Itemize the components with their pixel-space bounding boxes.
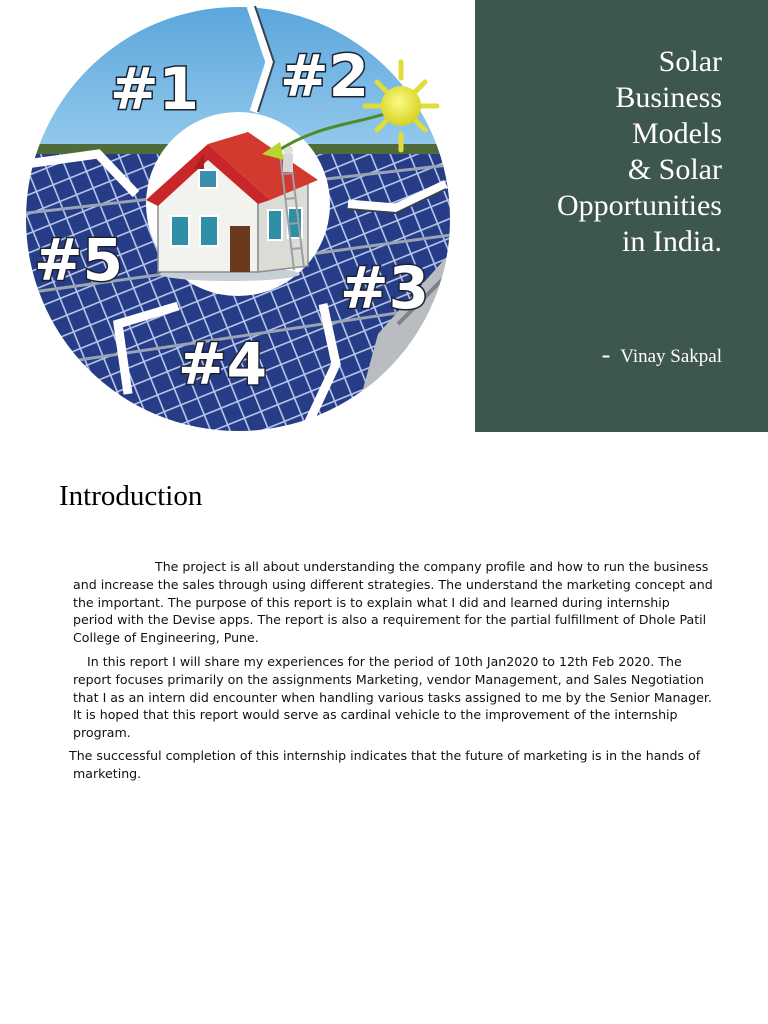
segment-label-5: #5 [34,226,123,294]
segment-label-1: #1 [110,55,199,123]
document-title [482,44,722,260]
title-line: & Solar [627,153,722,186]
intro-paragraph-2: In this report I will share my experiences for the period of 10th Jan2020 to 12th Feb 2020. The report focuses primarily on the assignments Marketing, vendor Management, and Sales Negotiation that I as an intern did encounter when handling various tasks assigned to me by the Senior Manager. It is hoped that this report would serve as cardinal vehicle to the improvement of the internship program. [73,654,712,741]
title-line: Business [615,81,722,114]
solar-house-illustration [18,4,458,434]
segment-label-2: #2 [280,42,369,110]
title-line: Solar [658,45,722,78]
segment-label-4: #4 [178,330,267,398]
introduction-heading: Introduction [59,480,203,512]
title-line: Models [632,117,722,150]
title-line: Opportunities [557,189,722,222]
segment-label-3: #3 [340,254,429,322]
author-line [602,340,722,370]
title-line: in India. [622,225,722,258]
title-panel [475,0,768,432]
author-dash: - [601,340,611,369]
intro-paragraph-3: The successful completion of this internship indicates that the future of marketing is in the hands of marketing. [69,748,701,781]
intro-paragraph-1: The project is all about understanding the company profile and how to run the business and increase the sales through using different strategies. The understand the marketing concept and the important. The purpose of this report is to explain what I did and learned during internship period with the Devise apps. The report is also a requirement for the partial fulfillment of Dhole Patil College of Engineering, Pune. [73,559,713,646]
author-name: Vinay Sakpal [620,346,722,367]
